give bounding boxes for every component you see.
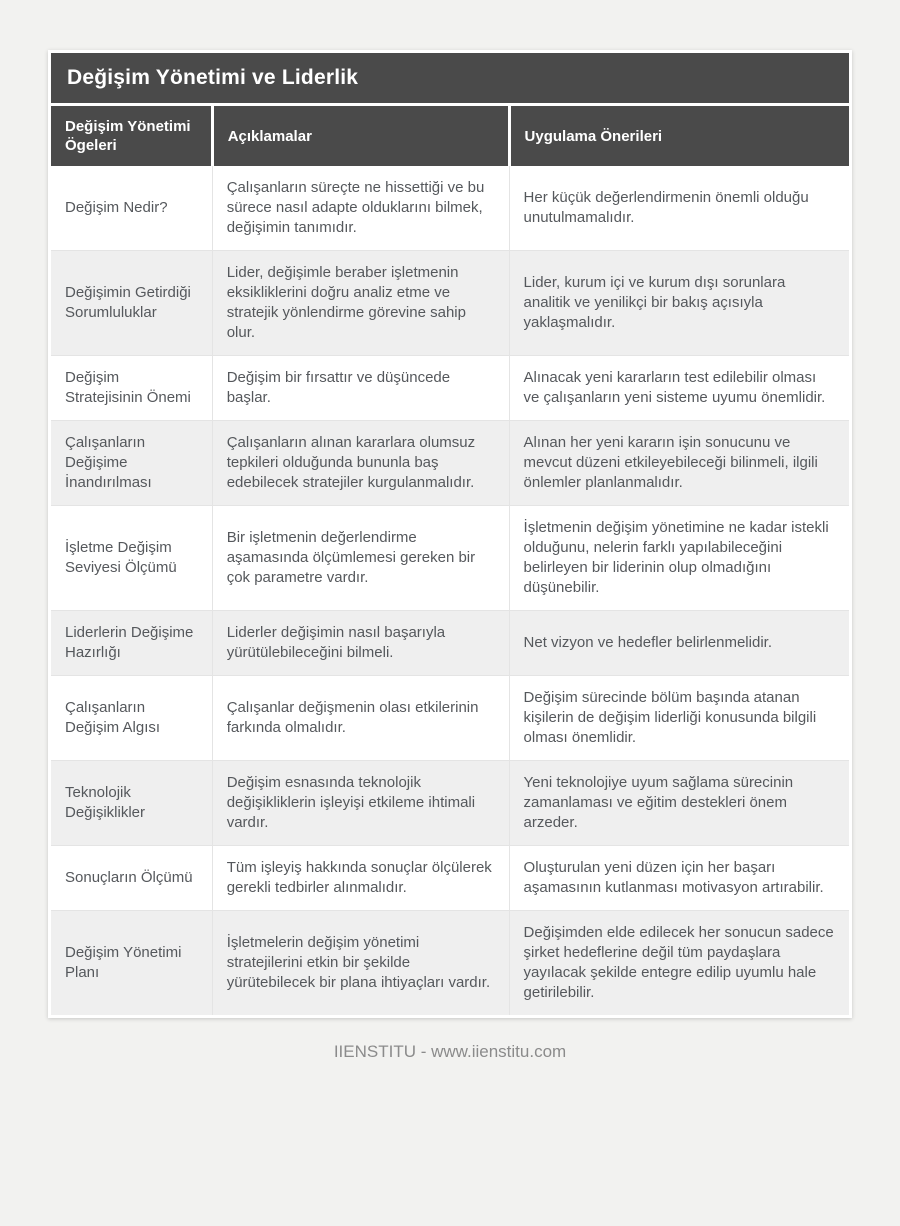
table-row xyxy=(51,506,849,611)
cell-aciklama: Değişim bir fırsattır ve düşüncede başlar. xyxy=(212,356,509,421)
table-card xyxy=(48,50,852,1018)
cell-oneri: Lider, kurum içi ve kurum dışı sorunlara analitik ve yenilikçi bir bakış açısıyla yaklaşmalıdır. xyxy=(509,251,849,356)
cell-oneri: Değişim sürecinde bölüm başında atanan kişilerin de değişim liderliği konusunda bilgili olması önemlidir. xyxy=(509,676,849,761)
cell-topic: İşletme Değişim Seviyesi Ölçümü xyxy=(51,506,212,611)
cell-topic: Değişim Stratejisinin Önemi xyxy=(51,356,212,421)
cell-oneri: İşletmenin değişim yönetimine ne kadar istekli olduğunu, nelerin farklı yapılabileceğini belirleyen bir liderinin olup olmadığını düşünebilir. xyxy=(509,506,849,611)
cell-oneri: Değişimden elde edilecek her sonucun sadece şirket hedeflerine değil tüm paydaşlara yayılacak şekilde entegre edilip uyumlu hale getirilebilir. xyxy=(509,911,849,1016)
column-header-aciklamalar: Açıklamalar xyxy=(212,106,509,166)
table-row xyxy=(51,421,849,506)
table-body xyxy=(51,166,849,1015)
cell-oneri: Yeni teknolojiye uyum sağlama sürecinin zamanlaması ve eğitim destekleri önem arzeder. xyxy=(509,761,849,846)
cell-oneri: Oluşturulan yeni düzen için her başarı aşamasının kutlanması motivasyon artırabilir. xyxy=(509,846,849,911)
cell-topic: Çalışanların Değişime İnandırılması xyxy=(51,421,212,506)
cell-topic: Değişim Nedir? xyxy=(51,166,212,251)
cell-topic: Teknolojik Değişiklikler xyxy=(51,761,212,846)
cell-topic: Sonuçların Ölçümü xyxy=(51,846,212,911)
cell-aciklama: Liderler değişimin nasıl başarıyla yürütülebileceğini bilmeli. xyxy=(212,611,509,676)
cell-aciklama: Çalışanların süreçte ne hissettiği ve bu sürece nasıl adapte olduklarını bilmek, değişimin tanımıdır. xyxy=(212,166,509,251)
cell-aciklama: Çalışanların alınan kararlara olumsuz tepkileri olduğunda bununla baş edebilecek stratejiler kurgulanmalıdır. xyxy=(212,421,509,506)
cell-oneri: Net vizyon ve hedefler belirlenmelidir. xyxy=(509,611,849,676)
cell-topic: Çalışanların Değişim Algısı xyxy=(51,676,212,761)
column-header-ogeler: Değişim Yönetimi Ögeleri xyxy=(51,106,212,166)
cell-aciklama: Değişim esnasında teknolojik değişikliklerin işleyişi etkileme ihtimali vardır. xyxy=(212,761,509,846)
cell-oneri: Alınacak yeni kararların test edilebilir olması ve çalışanların yeni sisteme uyumu önemlidir. xyxy=(509,356,849,421)
footer-credit: IIENSTITU - www.iienstitu.com xyxy=(333,1042,567,1061)
change-management-table xyxy=(51,106,849,1015)
cell-oneri: Her küçük değerlendirmenin önemli olduğu unutulmamalıdır. xyxy=(509,166,849,251)
cell-aciklama: Çalışanlar değişmenin olası etkilerinin farkında olmalıdır. xyxy=(212,676,509,761)
table-row xyxy=(51,166,849,251)
cell-aciklama: İşletmelerin değişim yönetimi stratejilerini etkin bir şekilde yürütebilecek bir plana ihtiyaçları vardır. xyxy=(212,911,509,1016)
cell-aciklama: Lider, değişimle beraber işletmenin eksikliklerini doğru analiz etme ve stratejik yönlendirme görevine sahip olur. xyxy=(212,251,509,356)
table-row xyxy=(51,761,849,846)
cell-aciklama: Bir işletmenin değerlendirme aşamasında ölçümlemesi gereken bir çok parametre vardır. xyxy=(212,506,509,611)
page-title: Değişim Yönetimi ve Liderlik xyxy=(51,53,849,103)
cell-aciklama: Tüm işleyiş hakkında sonuçlar ölçülerek gerekli tedbirler alınmalıdır. xyxy=(212,846,509,911)
table-row xyxy=(51,911,849,1016)
column-header-oneriler: Uygulama Önerileri xyxy=(509,106,849,166)
cell-oneri: Alınan her yeni kararın işin sonucunu ve mevcut düzeni etkileyebileceği bilinmeli, ilgili önlemler planlanmalıdır. xyxy=(509,421,849,506)
table-row xyxy=(51,676,849,761)
table-row xyxy=(51,251,849,356)
table-row xyxy=(51,611,849,676)
table-row xyxy=(51,846,849,911)
cell-topic: Değişim Yönetimi Planı xyxy=(51,911,212,1016)
cell-topic: Liderlerin Değişime Hazırlığı xyxy=(51,611,212,676)
cell-topic: Değişimin Getirdiği Sorumluluklar xyxy=(51,251,212,356)
header-row xyxy=(51,106,849,166)
table-header xyxy=(51,106,849,166)
table-row xyxy=(51,356,849,421)
